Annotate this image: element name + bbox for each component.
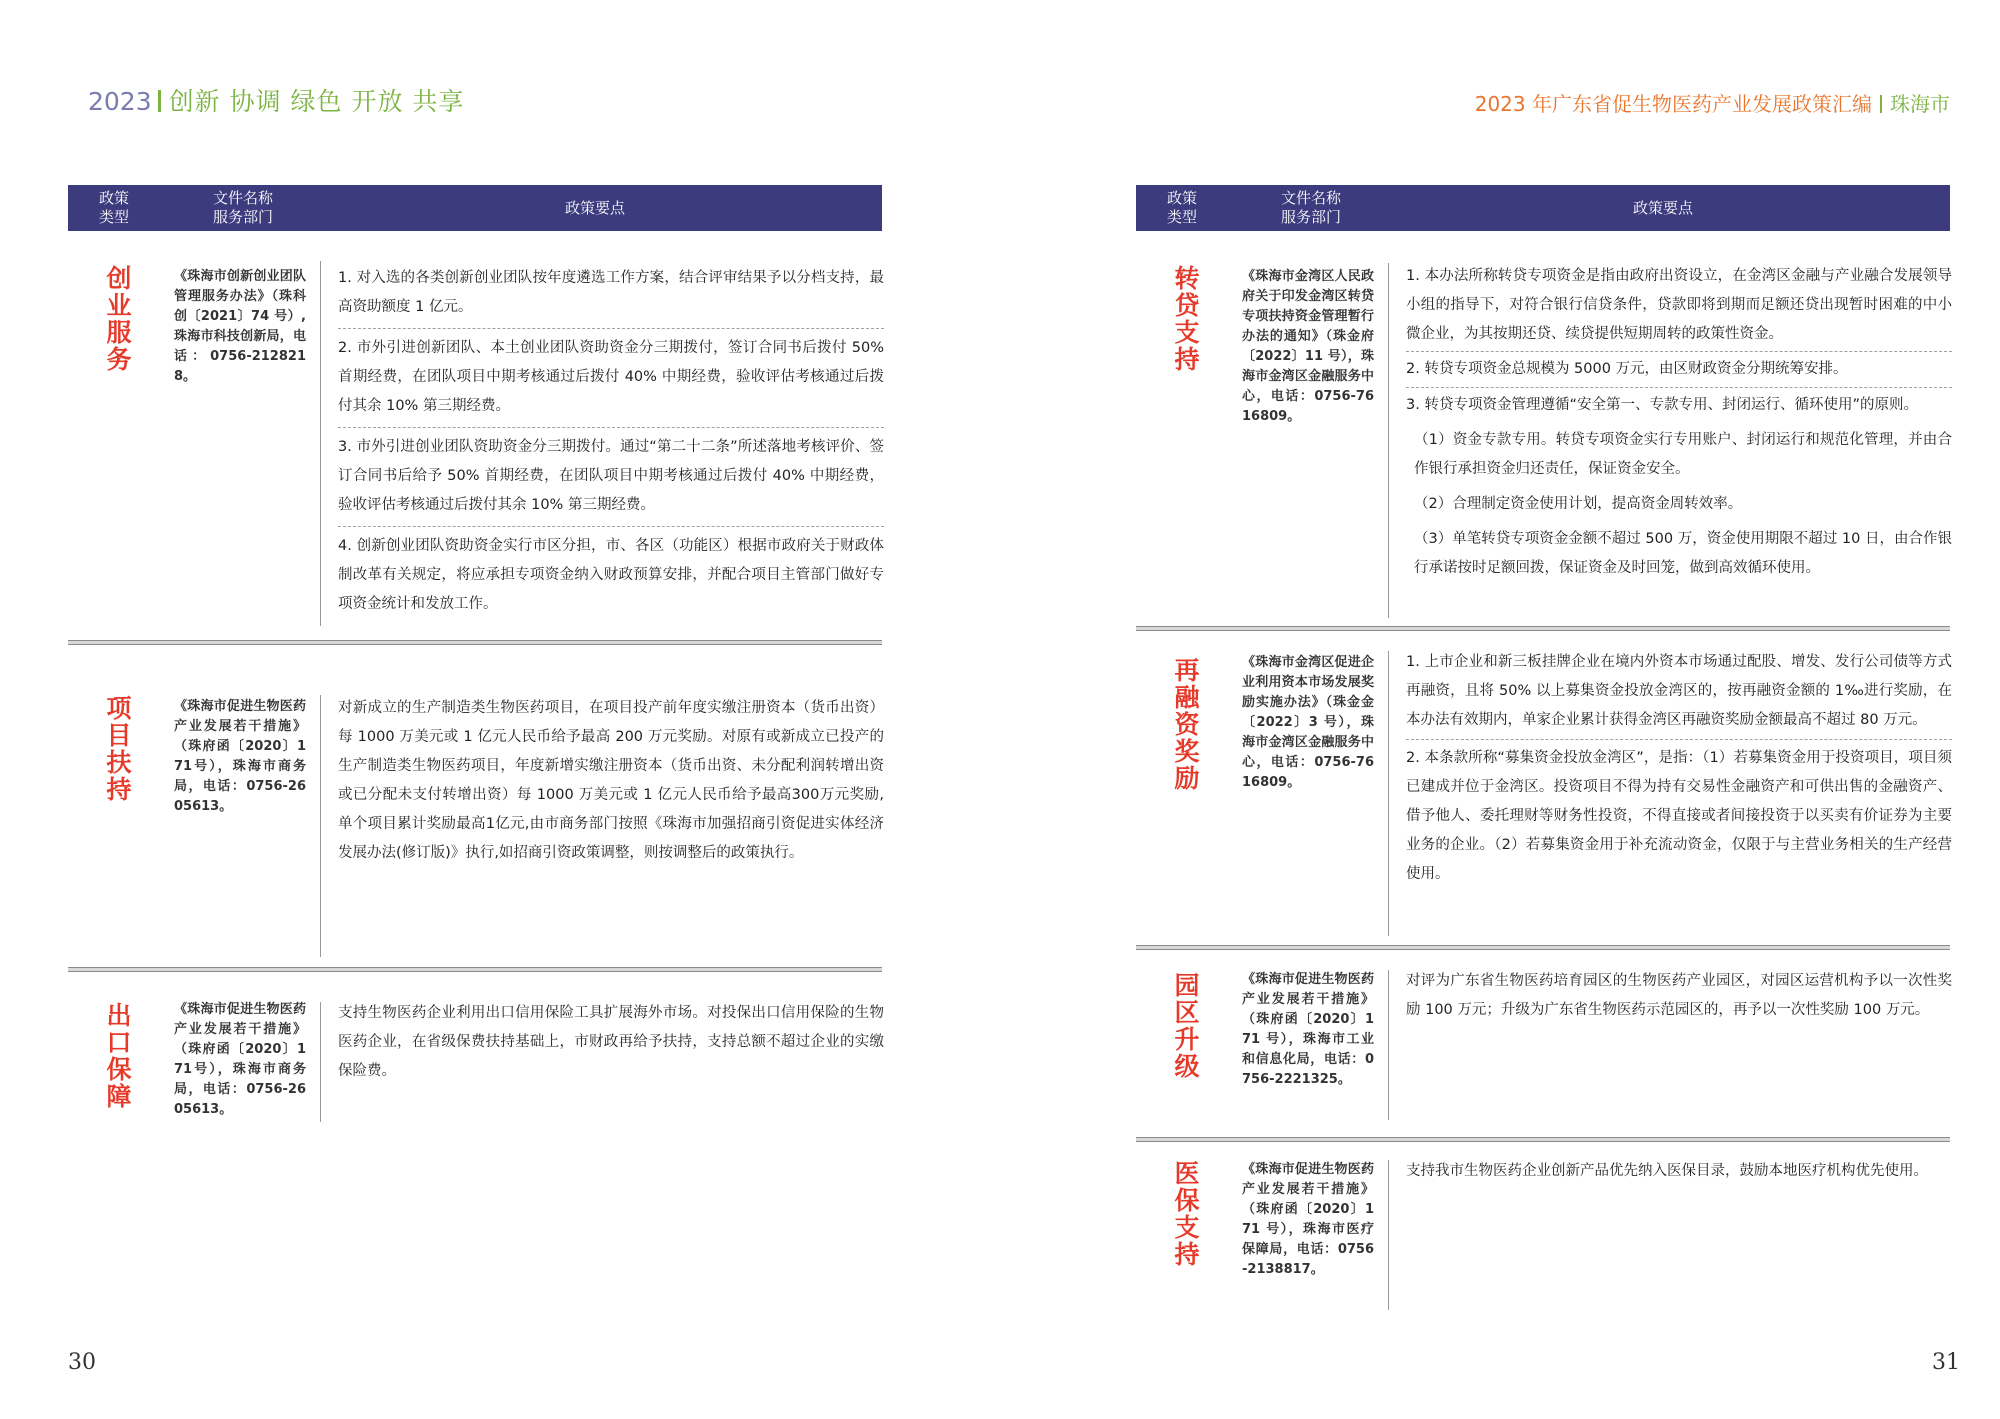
column-divider (1388, 651, 1389, 936)
column-divider (1388, 970, 1389, 1120)
policy-point: 4. 创新创业团队资助资金实行市区分担，市、各区（功能区）根据市政府关于财政体制改革有关规定，将应承担专项资金纳入财政预算安排，并配合项目主管部门做好专项资金统计和发放工作。 (338, 538, 884, 612)
policy-section (1136, 253, 1950, 631)
document-info: 《珠海市金湾区人民政府关于印发金湾区转贷专项扶持资金管理暂行办法的通知》（珠金府〔2022〕11 号），珠海市金湾区金融服务中心，电话：0756-7616809。 (1242, 269, 1374, 424)
policy-type: 再融资奖励 (1171, 657, 1200, 792)
policy-point: 2. 转贷专项资金总规模为 5000 万元，由区财政资金分期统筹安排。 (1406, 352, 1952, 388)
header-right (1475, 88, 1950, 117)
header-year: 2023 (88, 87, 152, 116)
header-city: 珠海市 (1890, 92, 1950, 116)
policy-point: 2. 本条款所称“募集资金投放金湾区”，是指：（1）若募集资金用于投资项目，项目须已建成并位于金湾区。投资项目不得为持有交易性金融资产和可供出售的金融资产、借予他人、委托理财等财务性投资，不得直接或者间接投资于以买卖有价证券为主要业务的企业。（2）若募集资金用于补充流动资金，仅限于与主营业务相关的生产经营使用。 (1406, 750, 1952, 882)
column-divider (320, 695, 321, 957)
policy-section (68, 972, 882, 1152)
table-header (68, 185, 882, 231)
document-info: 《珠海市促进生物医药产业发展若干措施》（珠府函〔2020〕171 号），珠海市医疗保障局，电话：0756-2138817。 (1242, 1162, 1374, 1277)
policy-type: 医保支持 (1171, 1160, 1200, 1268)
policy-point: 对评为广东省生物医药培育园区的生物医药产业园区，对园区运营机构予以一次性奖励 100 万元；升级为广东省生物医药示范园区的，再予以一次性奖励 100 万元。 (1406, 973, 1952, 1018)
policy-points (1406, 257, 1952, 586)
policy-section (68, 253, 882, 645)
document-info: 《珠海市促进生物医药产业发展若干措施》（珠府函〔2020〕171号），珠海市商务局，电话：0756-2605613。 (174, 699, 306, 814)
policy-section (1136, 631, 1950, 949)
header-document-name: 文件名称 服务部门 (1280, 189, 1341, 226)
policy-points (338, 689, 884, 874)
policy-type: 出口保障 (103, 1002, 132, 1110)
header-policy-type: 政策 类型 (1166, 189, 1197, 226)
policy-points (338, 259, 884, 625)
header-divider (158, 90, 161, 112)
policy-type: 项目扶持 (103, 695, 132, 803)
page-number: 31 (1932, 1350, 1960, 1375)
column-divider (1388, 1160, 1389, 1310)
policy-points (1406, 645, 1952, 893)
header-divider (1880, 95, 1882, 113)
policy-type: 园区升级 (1171, 972, 1200, 1080)
policy-points (1406, 1152, 1952, 1192)
document-info: 《珠海市金湾区促进企业利用资本市场发展奖励实施办法》（珠金金〔2022〕3 号），珠海市金湾区金融服务中心，电话：0756-7616809。 (1242, 655, 1374, 790)
table-header (1136, 185, 1950, 231)
page-number: 30 (68, 1350, 96, 1375)
policy-point: 对新成立的生产制造类生物医药项目，在项目投产前年度实缴注册资本（货币出资）每 1000 万美元或 1 亿元人民币给予最高 200 万元奖励。对原有或新成立已投产的生产制造类生物医药项目，年度新增实缴注册资本（货币出资、未分配利润转增出资或已分配未支付转增出资）每 1000 万美元或 1 亿元人民币给予最高300万元奖励,单个项目累计奖励最高1亿元,由市商务部门按照《珠海市加强招商引资促进实体经济发展办法(修订版)》执行,如招商引资政策调整，则按调整后的政策执行。 (338, 700, 884, 861)
policy-point: 支持我市生物医药企业创新产品优先纳入医保目录，鼓励本地医疗机构优先使用。 (1406, 1163, 1928, 1179)
policy-section (1136, 1140, 1950, 1340)
policy-point: （1）资金专款专用。转贷专项资金实行专用账户、封闭运行和规范化管理，并由合作银行承担资金归还责任，保证资金安全。 (1414, 432, 1952, 477)
header-policy-points: 政策要点 (564, 198, 625, 217)
document-info: 《珠海市创新创业团队管理服务办法》（珠科创〔2021〕74 号）,珠海市科技创新局，电话：0756-2128218。 (174, 269, 306, 384)
policy-section (68, 645, 882, 970)
policy-point: 1. 本办法所称转贷专项资金是指由政府出资设立，在金湾区金融与产业融合发展领导小组的指导下，对符合银行信贷条件，贷款即将到期而足额还贷出现暂时困难的中小微企业，为其按期还贷、续贷提供短期周转的政策性资金。 (1406, 257, 1952, 352)
policy-point: 1. 上市企业和新三板挂牌企业在境内外资本市场通过配股、增发、发行公司债等方式再融资，且将 50% 以上募集资金投放金湾区的，按再融资金额的 1‰进行奖励，在本办法有效期内，单家企业累计获得金湾区再融资奖励金额最高不超过 80 万元。 (1406, 645, 1952, 740)
policy-point: 1. 对入选的各类创新创业团队按年度遴选工作方案，结合评审结果予以分档支持，最高资助额度 1 亿元。 (338, 259, 884, 329)
header-slogan: 创新 协调 绿色 开放 共享 (168, 87, 465, 116)
column-divider (1388, 263, 1389, 618)
policy-section (1136, 950, 1950, 1140)
policy-point: （2）合理制定资金使用计划，提高资金周转效率。 (1414, 496, 1743, 512)
policy-points (338, 994, 884, 1092)
policy-point: 3. 转贷专项资金管理遵循“安全第一、专款专用、封闭运行、循环使用”的原则。 (1406, 397, 1918, 413)
document-info: 《珠海市促进生物医药产业发展若干措施》（珠府函〔2020〕171号），珠海市商务局，电话：0756-2605613。 (174, 1002, 306, 1117)
policy-type: 创业服务 (103, 265, 132, 373)
policy-point: 2. 市外引进创新团队、本土创业团队资助资金分三期拨付，签订合同书后拨付 50% 首期经费，在团队项目中期考核通过后拨付 40% 中期经费，验收评估考核通过后拨付其余 10% 第三期经费。 (338, 329, 884, 428)
header-left (88, 82, 464, 118)
policy-points (1406, 962, 1952, 1031)
header-policy-points: 政策要点 (1632, 198, 1693, 217)
policy-point: 3. 市外引进创业团队资助资金分三期拨付。通过“第二十二条”所述落地考核评价、签订合同书后给予 50% 首期经费，在团队项目中期考核通过后拨付 40% 中期经费，验收评估考核通过后拨付其余 10% 第三期经费。 (338, 428, 884, 527)
column-divider (320, 1002, 321, 1122)
header-policy-type: 政策 类型 (98, 189, 129, 226)
column-divider (320, 261, 321, 626)
document-info: 《珠海市促进生物医药产业发展若干措施》（珠府函〔2020〕171 号），珠海市工业和信息化局，电话：0756-2221325。 (1242, 972, 1374, 1087)
policy-point: （3）单笔转贷专项资金金额不超过 500 万，资金使用期限不超过 10 日，由合作银行承诺按时足额回拨，保证资金及时回笼，做到高效循环使用。 (1414, 531, 1952, 576)
header-title: 2023 年广东省促生物医药产业发展政策汇编 (1474, 92, 1872, 116)
right-page (1000, 0, 2000, 1419)
policy-point: 支持生物医药企业利用出口信用保险工具扩展海外市场。对投保出口信用保险的生物医药企业，在省级保费扶持基础上，市财政再给予扶持，支持总额不超过企业的实缴保险费。 (338, 1005, 884, 1079)
header-document-name: 文件名称 服务部门 (212, 189, 273, 226)
policy-type: 转贷支持 (1171, 265, 1200, 373)
